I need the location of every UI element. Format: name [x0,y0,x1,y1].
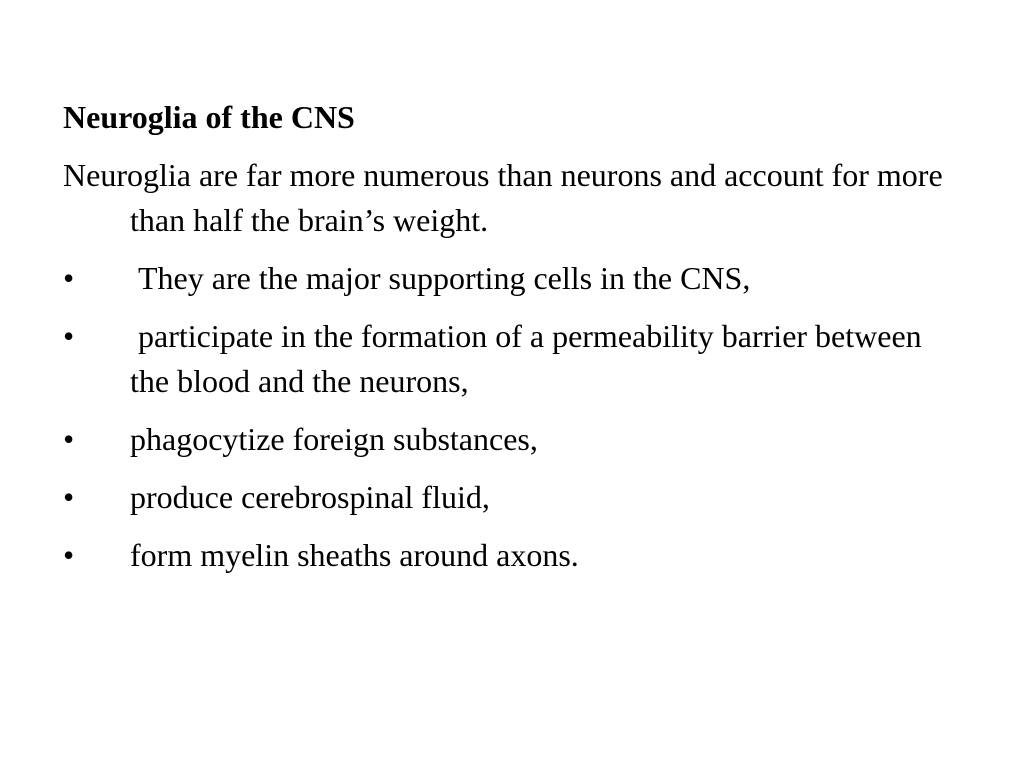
list-item-text: participate in the formation of a permeability barrier between the blood and the neurons, [130,318,930,399]
list-item [63,314,963,404]
bullet-icon: • [63,537,75,573]
list-item [63,417,963,462]
list-item-text: They are the major supporting cells in the CNS, [130,260,751,296]
bullet-list [63,256,963,578]
intro-paragraph: Neuroglia are far more numerous than neurons and account for more than half the brain’s weight. [63,157,943,238]
list-item [63,475,963,520]
slide-content [63,95,963,591]
slide-heading: Neuroglia of the CNS [63,99,355,135]
list-item [63,256,963,301]
list-item-text: form myelin sheaths around axons. [130,537,579,573]
bullet-icon: • [63,260,75,296]
bullet-icon: • [63,421,75,457]
bullet-icon: • [63,318,75,354]
list-item-text: phagocytize foreign substances, [130,421,538,457]
list-item [63,533,963,578]
list-item-text: produce cerebrospinal fluid, [130,479,490,515]
bullet-icon: • [63,479,75,515]
